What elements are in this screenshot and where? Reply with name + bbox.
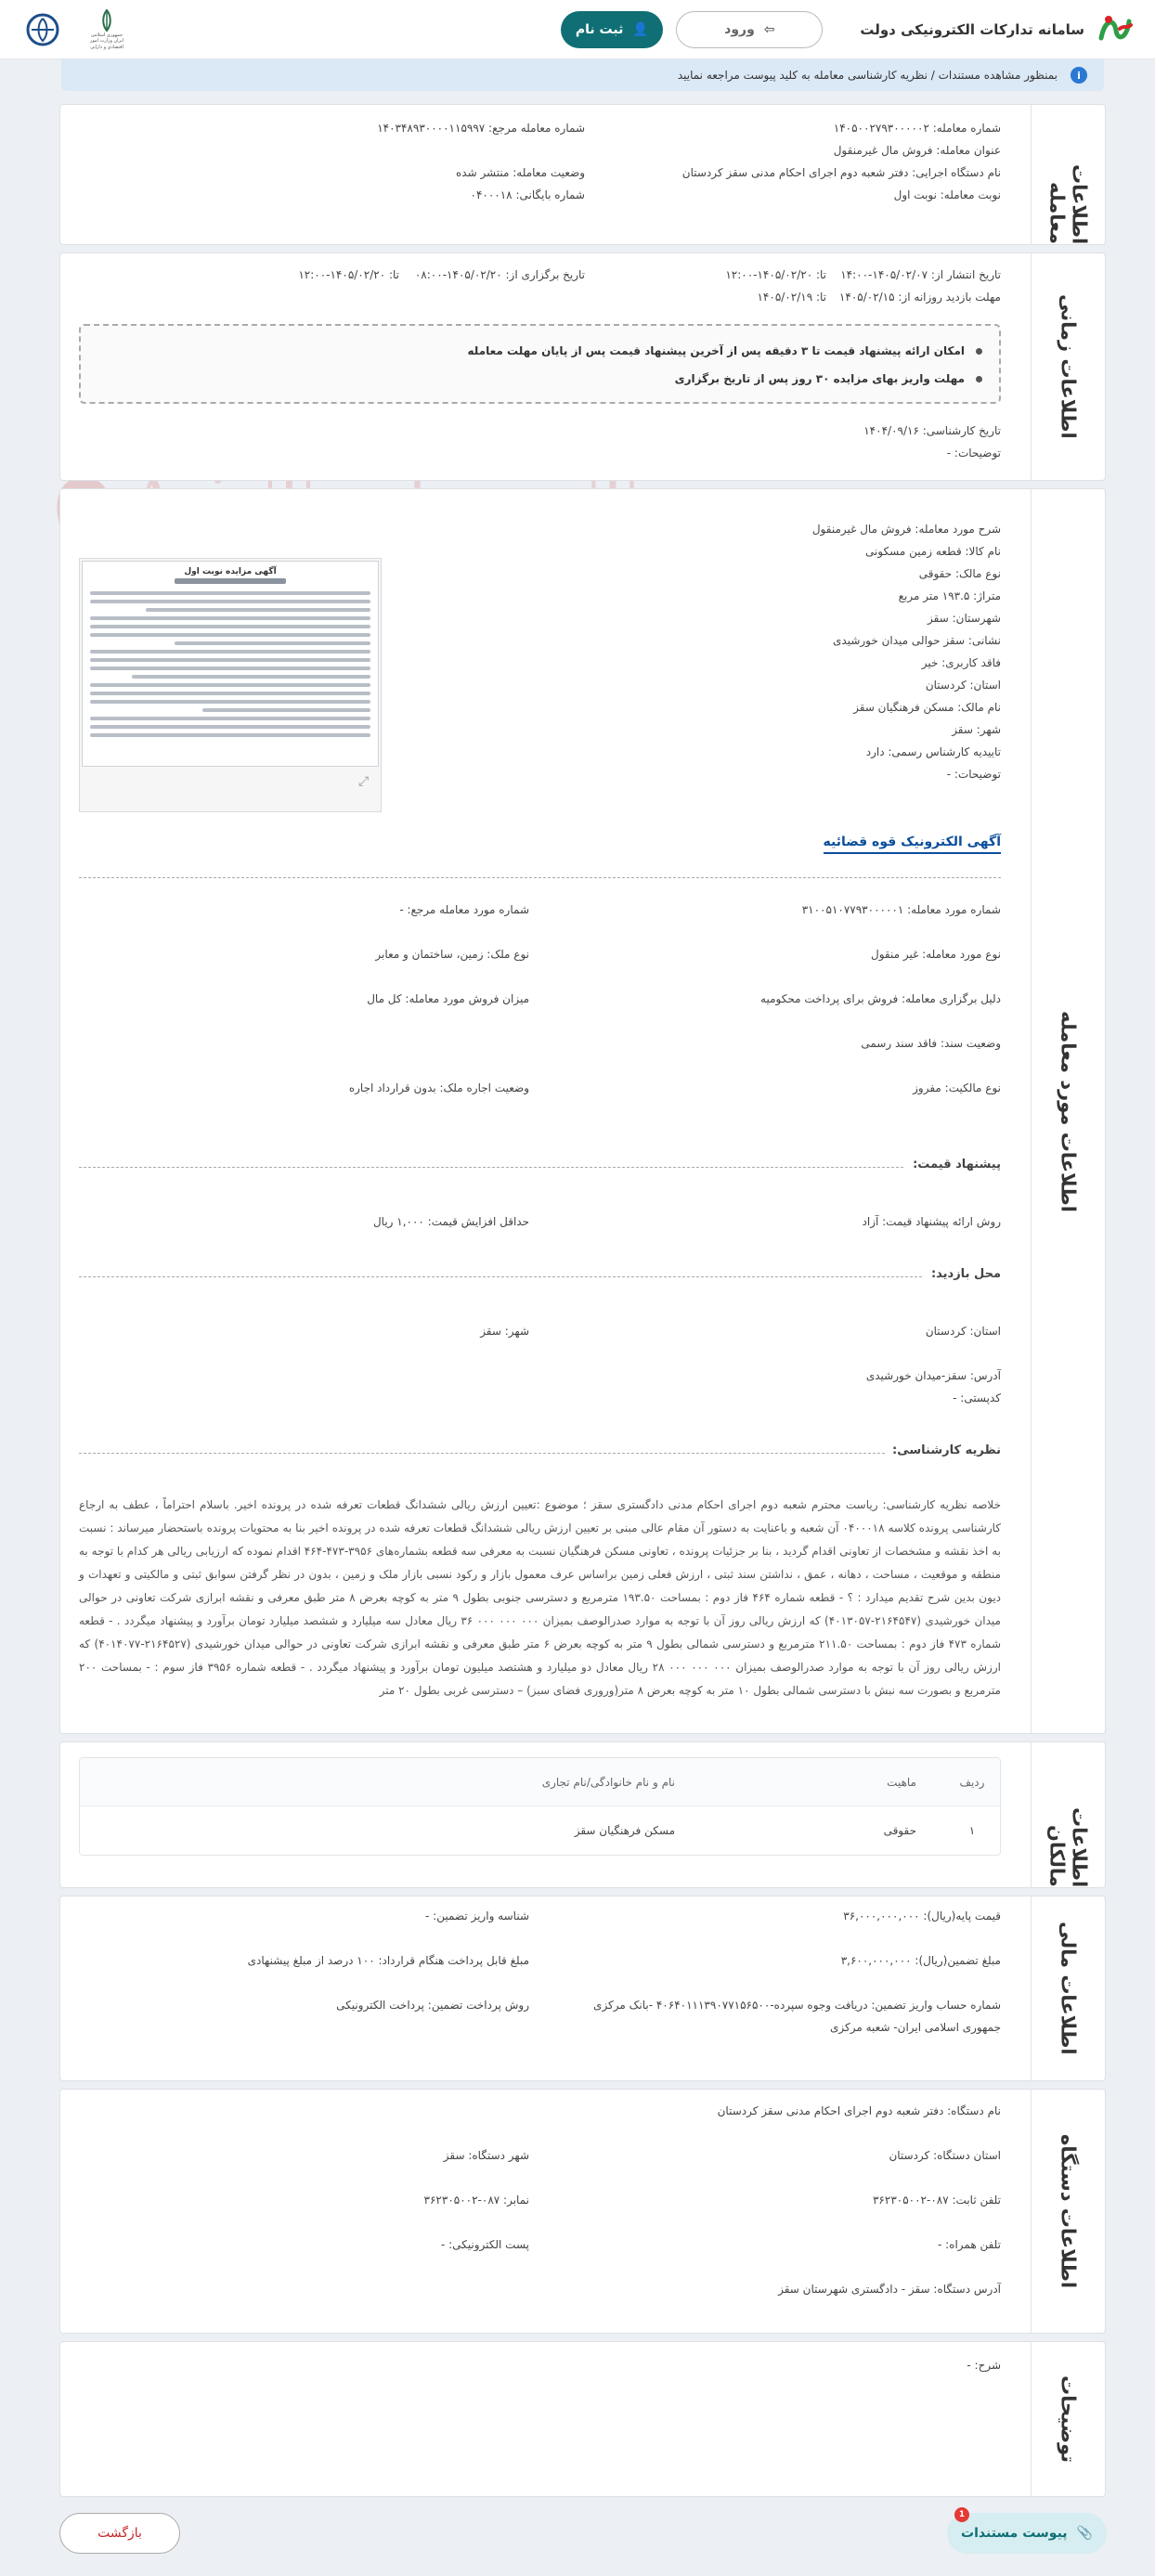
login-label: ورود [724, 21, 755, 37]
login-button[interactable] [676, 11, 823, 48]
site-logo-icon[interactable] [1096, 10, 1135, 49]
divider [79, 1276, 1001, 1277]
item-info-section [59, 488, 1106, 1734]
expert-opinion-text: خلاصه نظریه کارشناسی: ریاست محترم شعبه دوم اجرای احکام مدنی دادگستری سقز ؛ موضوع :تعیین ارزش ریالی ششدانگ قطعات تعرفه شده در پرونده اخیر. باسلام احتراماً ، عطف به ارجاع کارشناسی پرونده کلاسه ۰۴۰۰۰۱۸ آن شعبه و باعنایت به دستور آن مقام عالی مبنی بر تعیین ارزش ریالی ششدانگ قطعات تعرفه شده در پرونده اخیر بنا به محتویات پرونده باستحضار میرساند : نسبت به اخذ نقشه و مشخصات از تعاونی اقدام گردید ، بنا بر جزئیات پرونده ، تعاونی مسکن فرهنگیان نسبت به معرفی سه قطعه بشماره‌های ۳۹۵۶-۴۷۳-۴۶۴ اقدام نموده که ارزیابی ریالی هر کدام با توجه به منطقه و موقعیت ، مساحت ، دهانه ، عمق ، نداشتن سند ثبتی ، ارزش فعلی زمین براساس عرف معمول بازار و رکود نسبی بازار ملک و زمین ، بدون در نظر گرفتن سوابق ثبتی و مالکیتی و تعهدات و دیون بدین شرح تقدیم میدارد : ؟ - قطعه شماره ۴۶۴ فاز دوم : بمساحت ۱۹۳.۵۰ مترمربع و دسترسی جنوبی بطول ۹ متر به کوچه بعرض ۸ متر طبق معرفی و نقشه ابرازی شرکت تعاونی در حوالی میدان خورشیدی (۲۱۶۴۵۴۷-۴۰۱۳۰۵۷) که ارزش ریالی روز آن با توجه به موارد صدرالوصف بمیزان ۰۰۰ ۰۰۰ ۰۰۰ ۳۶ ریال معادل سه میلیارد و ششصد میلیارد تومان برآورد و پیشنهاد میگردد . - قطعه شماره ۴۷۳ فاز دوم : بمساحت ۲۱۱.۵۰ مترمربع و دسترسی شمالی بطول ۹ متر به کوچه بعرض ۶ متر طبق معرفی و نقشه ابرازی شرکت تعاونی در حوالی میدان خورشیدی (۲۱۶۴۵۲۷-۴۰۱۴۰۷۷) که ارزش ریالی روز آن با توجه به موارد صدرالوصف بمیزان ۰۰۰ ۰۰۰ ۰۰۰ ۲۸ ریال معادل دو میلیارد و هشتصد میلیون تومان برآورد و پیشنهاد میگردد . - قطعه شماره ۳۹۵۶ فاز سوم : - بمساحت ۲۰۰ مترمربع و بصورت سه نبش با دسترسی شمالی بطول ۱۰ متر به کوچه بعرض ۸ متر(وروری فضای سبز) – دسترسی غربی بطول ۲۰ متر [79, 1498, 1001, 1697]
item-ref-number: شماره مورد معامله مرجع: - [399, 903, 529, 916]
finance-section [59, 1896, 1106, 2081]
org-section [59, 2089, 1106, 2334]
time-description: توضیحات: - [946, 447, 1001, 460]
deal-title: عنوان معامله: فروش مال غیرمنقول [833, 144, 1001, 157]
header-left [20, 8, 128, 51]
divider [79, 1453, 1001, 1454]
deal-org-name: نام دستگاه اجرایی: دفتر شعبه دوم اجرای احکام مدنی سقز کردستان [681, 166, 1001, 179]
site-title: سامانه تدارکات الکترونیکی دولت [860, 20, 1084, 38]
owners-title: اطلاعات مالکان [1031, 1742, 1105, 1887]
deal-archive-number: شماره بایگانی: ۰۴۰۰۰۱۸ [470, 188, 585, 201]
ad-thumbnail[interactable] [79, 558, 382, 812]
notice-banner [61, 59, 1104, 91]
notice-text: بمنظور مشاهده مستندات / نظریه کارشناسی معامله به کلید پیوست مراجعه نمایید [677, 69, 1058, 82]
org-phone: تلفن ثابت: ۰۸۷-۳۶۲۳۰۵۰۰۲ [872, 2194, 1001, 2207]
attachments-label: پیوست مستندات [961, 2526, 1068, 2541]
ownership-type: نوع مالکیت: مفروز [913, 1081, 1001, 1094]
paperclip-icon: 📎 [1076, 2526, 1093, 2541]
expert-date: تاریخ کارشناسی: ۱۴۰۴/۰۹/۱۶ [863, 424, 1001, 437]
finance-title: اطلاعات مالی [1031, 1896, 1105, 2080]
ad-document-preview [82, 561, 379, 767]
visit-to: تا: ۱۴۰۵/۰۲/۱۹ [757, 291, 826, 304]
divider [79, 877, 1001, 878]
owners-table [79, 1757, 1001, 1856]
hold-from: تاریخ برگزاری از: ۱۴۰۵/۰۲/۲۰-۰۸:۰۰ [414, 268, 585, 281]
org-name: نام دستگاه: دفتر شعبه دوم اجرای احکام مدنی سقز کردستان [717, 2104, 1001, 2117]
deal-info-section [59, 104, 1106, 245]
time-info-title: اطلاعات زمانی [1031, 253, 1105, 480]
province: استان: کردستان [925, 679, 1001, 692]
guarantee-account: شماره حساب واریز تضمین: دریافت وجوه سپرده-۴۰۶۴۰۱۱۱۳۹۰۷۷۱۵۶۵۰۰ -بانک مرکزی [593, 1999, 1001, 2012]
top-header [0, 0, 1155, 59]
table-row [80, 1806, 1000, 1855]
visit-postal-code: کدپستی: - [953, 1392, 1001, 1405]
attachments-count-badge: 1 [954, 2507, 969, 2522]
base-price: قیمت پایه(ریال): ۳۶,۰۰۰,۰۰۰,۰۰۰ [843, 1909, 1001, 1922]
description-text: شرح: - [967, 2359, 1001, 2372]
deal-number: شماره معامله: ۱۴۰۵۰۰۲۷۹۳۰۰۰۰۰۲ [833, 122, 1001, 135]
item-number: شماره مورد معامله: ۳۱۰۰۵۱۰۷۷۹۳۰۰۰۰۰۱ [801, 903, 1001, 916]
deal-round: نوبت معامله: نوبت اول [893, 188, 1001, 201]
guarantee-id: شناسه واریز تضمین: - [425, 1909, 529, 1922]
property-type: نوع ملک: زمین، ساختمان و معابر [375, 948, 529, 961]
org-email: پست الکترونیکی: - [440, 2238, 529, 2251]
attachments-button[interactable] [947, 2510, 1107, 2554]
rule-bid-extension: امکان ارائه پیشنهاد قیمت تا ۳ دقیقه پس از آخرین پیشنهاد قیمت پس از پایان مهلت معامله [468, 344, 982, 357]
no-usage: فاقد کاربری: خیر [921, 656, 1001, 669]
publish-from: تاریخ انتشار از: ۱۴۰۵/۰۲/۰۷-۱۴:۰۰ [840, 268, 1001, 281]
user-plus-icon: 👤 [632, 21, 649, 37]
county: شهرستان: سقز [928, 612, 1001, 625]
divider [79, 1167, 1001, 1168]
visit-from: مهلت بازدید روزانه از: ۱۴۰۵/۰۲/۱۵ [838, 291, 1001, 304]
table-header [80, 1758, 1000, 1806]
description-section [59, 2341, 1106, 2497]
contract-payment: مبلغ قابل پرداخت هنگام قرارداد: ۱۰۰ درصد از مبلغ پیشنهادی [247, 1954, 529, 1967]
time-info-section [59, 252, 1106, 481]
item-description: شرح مورد معامله: فروش مال غیرمنقول [811, 523, 1001, 536]
price-heading: پیشنهاد قیمت: [905, 1158, 1001, 1171]
owners-section [59, 1741, 1106, 1888]
deal-info-title: اطلاعات معامله [1031, 105, 1105, 244]
col-type: ماهیت [887, 1775, 916, 1789]
col-row: ردیف [959, 1775, 985, 1789]
cell-name: مسکن فرهنگیان سقز [574, 1824, 675, 1837]
address: نشانی: سقز حوالی میدان خورشیدی [833, 634, 1001, 647]
ministry-emblem [85, 8, 128, 51]
visit-address: آدرس: سقز-میدان خورشیدی [865, 1369, 1001, 1382]
back-button[interactable]: بازگشت [59, 2513, 180, 2554]
deed-status: وضعیت سند: فاقد سند رسمی [861, 1037, 1001, 1050]
rule-payment-deadline: مهلت واریز بهای مزایده ۳۰ روز پس از تاریخ برگزاری [675, 372, 982, 385]
lease-status: وضعیت اجاره ملک: بدون قرارداد اجاره [348, 1081, 529, 1094]
bid-method: روش ارائه پیشنهاد قیمت: آزاد [862, 1215, 1001, 1228]
time-rules-box [79, 324, 1001, 404]
item-name: نام کالا: قطعه زمین مسکونی [864, 545, 1001, 558]
org-address: آدرس دستگاه: سقز - دادگستری شهرستان سقز [778, 2283, 1001, 2296]
deal-reason: دلیل برگزاری معامله: فروش برای پرداخت محکومیه [760, 992, 1001, 1005]
expert-approval: تاییدیه کارشناس رسمی: دارد [865, 745, 1001, 758]
cell-type: حقوقی [883, 1824, 916, 1837]
area: متراژ: ۱۹۳.۵ متر مربع [898, 589, 1001, 602]
guarantee-payment-method: روش پرداخت تضمین: پرداخت الکترونیکی [336, 1999, 529, 2012]
expand-icon[interactable]: ⤢ [358, 774, 370, 789]
emblem-text: جمهوری اسلامی ایران وزارت امور اقتصادی و دارایی [89, 32, 124, 50]
visit-province: استان: کردستان [925, 1325, 1001, 1338]
owner-name: نام مالک: مسکن فرهنگیان سقز [853, 701, 1001, 714]
info-icon: i [1071, 67, 1087, 84]
thumb-title: آگهی مزایده نوبت اول [184, 567, 277, 576]
visit-city: شهر: سقز [480, 1325, 529, 1338]
publish-to: تا: ۱۴۰۵/۰۲/۲۰-۱۲:۰۰ [725, 268, 826, 281]
visit-heading: محل بازدید: [924, 1267, 1001, 1281]
hold-to: تا: ۱۴۰۵/۰۲/۲۰-۱۲:۰۰ [298, 268, 399, 281]
owner-type: نوع مالک: حقوقی [918, 567, 1001, 580]
org-city: شهر دستگاه: سقز [443, 2149, 529, 2162]
header-right [561, 10, 1135, 49]
item-notes: توضیحات: - [946, 768, 1001, 781]
guarantee-amount: مبلغ تضمین(ریال): ۳,۶۰۰,۰۰۰,۰۰۰ [840, 1954, 1001, 1967]
deal-status: وضعیت معامله: منتشر شده [455, 166, 585, 179]
min-increase: حداقل افزایش قیمت: ۱,۰۰۰ ریال [372, 1215, 529, 1228]
register-button[interactable] [561, 11, 663, 48]
org-mobile: تلفن همراه: - [937, 2238, 1001, 2251]
org-province: استان دستگاه: کردستان [889, 2149, 1001, 2162]
org-fax: نمابر: ۰۸۷-۳۶۲۳۰۵۰۰۲ [423, 2194, 529, 2207]
description-title: توضیحات [1031, 2342, 1105, 2496]
guarantee-account-bank: جمهوری اسلامی ایران- شعبه مرکزی [830, 2021, 1001, 2034]
item-info-title: اطلاعات مورد معامله [1031, 489, 1105, 1733]
expert-heading: نظریه کارشناسی: [885, 1443, 1001, 1457]
org-title: اطلاعات دستگاه [1031, 2090, 1105, 2333]
sale-amount: میزان فروش مورد معامله: کل مال [367, 992, 529, 1005]
cell-row: ۱ [968, 1824, 976, 1837]
emblem-icon [95, 8, 119, 32]
login-icon: ⇦ [763, 21, 775, 37]
city: شهر: سقز [952, 723, 1001, 736]
second-emblem-icon [24, 11, 61, 48]
col-name: نام و نام خانوادگی/نام تجاری [541, 1775, 675, 1789]
deal-ref-number: شماره معامله مرجع: ۱۴۰۳۴۸۹۳۰۰۰۰۱۱۵۹۹۷ [377, 122, 585, 135]
item-type: نوع مورد معامله: غیر منقول [870, 948, 1001, 961]
judiciary-ad-link[interactable]: آگهی الکترونیک قوه قضائیه [824, 835, 1002, 854]
register-label: ثبت نام [575, 21, 624, 37]
